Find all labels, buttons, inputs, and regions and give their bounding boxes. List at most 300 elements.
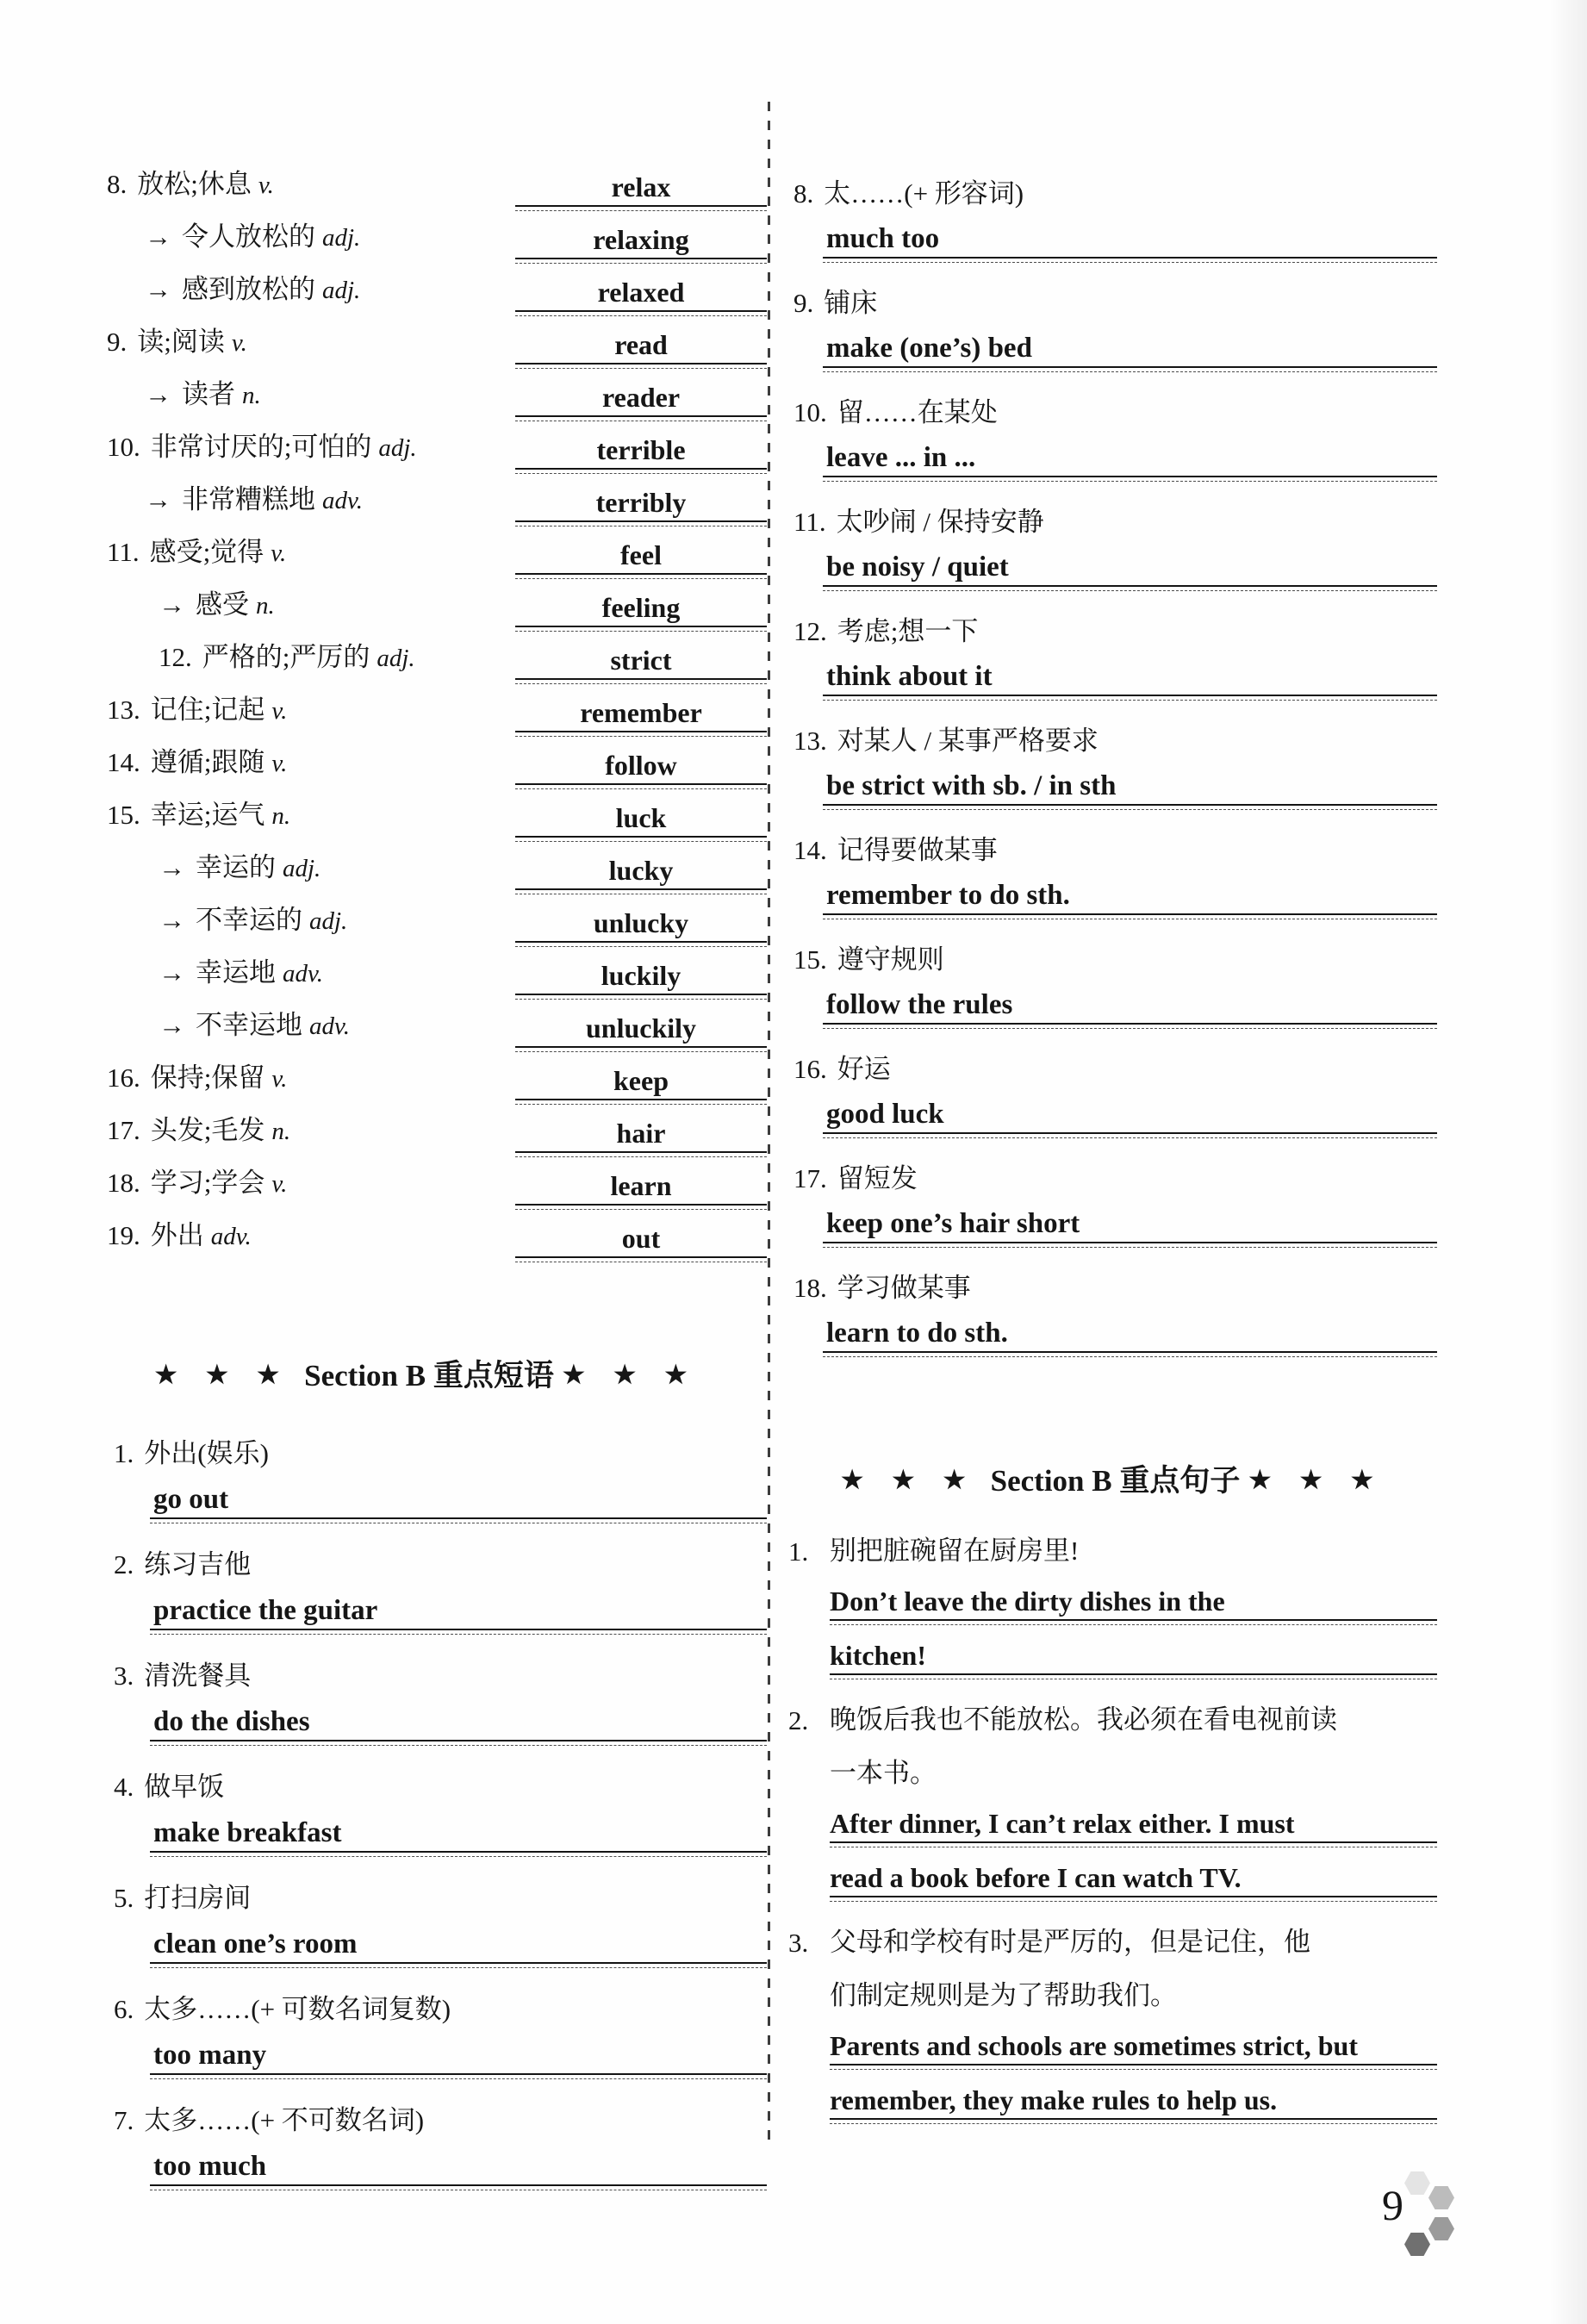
vocab-row [86,1052,767,1105]
vocab-answer [515,854,767,894]
column-divider [768,102,770,2144]
phrase-block [86,1412,767,1523]
item-number: 11. [107,537,140,567]
phrase-answer [823,1207,1437,1248]
vocab-pos: adj. [309,907,348,935]
vocab-chinese: 幸运;运气 [150,800,265,830]
answer-text: too much [150,2150,767,2186]
answer-text: Parents and schools are sometimes strict, but [830,2029,1437,2065]
vocab-row [86,737,767,789]
phrase-answer [823,769,1437,810]
item-number: 13. [107,695,140,725]
arrow-icon: → [159,957,185,988]
answer-text: too many [150,2039,767,2075]
phrase-chinese-text: 好运 [837,1054,891,1084]
answer-text: much too [823,222,1437,259]
vocab-term [159,1010,515,1052]
vocab-list [86,159,767,1262]
item-number: 7. [114,2105,134,2135]
phrase-block [788,372,1437,482]
vocab-chinese: 感受 [196,589,249,620]
vocab-pos: adv. [283,960,323,988]
page-footer [1375,2171,1487,2275]
phrase-chinese [86,2104,767,2137]
phrase-chinese [86,1771,767,1804]
item-number: 14. [107,747,140,777]
vocab-answer [515,591,767,632]
vocab-term [145,221,515,264]
item-number: 4. [114,1772,134,1802]
answer-text: keep [515,1064,767,1100]
phrase-chinese [788,1162,1437,1195]
vocab-answer [515,1012,767,1052]
phrase-answer [823,332,1437,372]
sentence-chinese-line: 晚饭后我也不能放松。我必须在看电视前读 [830,1704,1337,1735]
vocab-pos: v. [271,750,288,777]
phrase-answer [150,2039,767,2079]
sentence-number: 2. [788,1705,809,1735]
sentence-english-line [830,1585,1437,1625]
hexagon-icon [1428,2217,1454,2240]
phrase-block [788,1138,1437,1248]
phrase-chinese [86,1437,767,1470]
vocab-pos: adv. [210,1223,252,1250]
phrase-answer [823,1098,1437,1138]
answer-text: reader [515,381,767,417]
answer-text: practice the guitar [150,1594,767,1630]
item-number: 2. [114,1549,134,1579]
vocab-chinese: 学习;学会 [150,1168,265,1198]
answer-text: After dinner, I can’t relax either. I must [830,1807,1437,1843]
vocab-answer [515,381,767,421]
hexagon-icon [1404,2233,1430,2256]
phrase-block [788,810,1437,919]
item-number: 1. [114,1438,134,1468]
vocab-chinese: 保持;保留 [150,1062,265,1093]
hexagon-icon [1428,2186,1454,2209]
sentence-chinese-line: 别把脏碗留在厨房里! [830,1536,1080,1566]
vocab-answer [515,644,767,684]
vocab-row [86,369,767,421]
vocab-term [159,905,515,947]
phrase-chinese [788,1272,1437,1305]
sentence-chinese-line: 父母和学校有时是严厉的，但是记住，他 [830,1927,1310,1957]
item-number: 8. [794,178,814,209]
phrase-block [86,1635,767,1746]
phrase-chinese-text: 铺床 [824,288,878,318]
item-number: 8. [107,169,128,199]
answer-text: terribly [515,486,767,522]
vocab-term [159,589,515,632]
phrase-answer [150,1816,767,1857]
vocab-term [145,379,515,421]
phrase-answer [150,1928,767,1968]
vocab-row [86,684,767,737]
vocab-chinese: 幸运地 [196,957,276,988]
vocab-answer [515,539,767,579]
vocab-pos: adj. [322,224,361,252]
vocab-pos: v. [258,171,274,199]
vocab-answer [515,907,767,947]
phrase-chinese-text: 学习做某事 [837,1273,971,1303]
vocab-answer [515,801,767,842]
vocab-term [107,695,515,737]
vocab-answer [515,1222,767,1262]
answer-text: terrible [515,433,767,470]
sentence-english-line [830,1807,1437,1847]
phrase-block [788,919,1437,1029]
answer-text: Don’t leave the dirty dishes in the [830,1585,1437,1621]
vocab-row [86,632,767,684]
phrase-answer [150,1705,767,1746]
answer-text: follow the rules [823,988,1437,1025]
phrase-chinese [86,1660,767,1692]
vocab-pos: adv. [309,1012,350,1040]
phrase-chinese [86,1882,767,1915]
answer-text: remember to do sth. [823,879,1437,915]
vocab-row [86,947,767,1000]
phrase-chinese-text: 留短发 [837,1163,918,1193]
sentence-block [788,1916,1437,2138]
vocab-term [107,1115,515,1157]
phrase-chinese-text: 练习吉他 [144,1549,252,1579]
vocab-row [86,1105,767,1157]
vocab-chinese: 非常糟糕地 [182,484,315,514]
phrase-block [788,1248,1437,1357]
answer-text: unluckily [515,1012,767,1048]
vocab-row [86,421,767,474]
vocab-row [86,579,767,632]
answer-text: leave ... in ... [823,441,1437,477]
vocab-pos: v. [271,539,287,567]
answer-text: make (one’s) bed [823,332,1437,368]
vocab-term [145,484,515,526]
phrase-block [788,1029,1437,1138]
phrase-chinese [788,396,1437,429]
answer-text: strict [515,644,767,680]
vocab-term [159,957,515,1000]
stars-icon: ★ ★ ★ [1248,1467,1385,1494]
answer-text: relaxed [515,276,767,312]
item-number: 16. [107,1062,140,1093]
phrase-chinese [788,1053,1437,1086]
phrase-answer [823,879,1437,919]
sentence-body [830,1916,1437,2138]
vocab-term [107,800,515,842]
arrow-icon: → [145,221,171,252]
phrase-list-left [86,1412,767,2190]
sentence-list [788,1524,1437,2138]
phrase-block [86,1857,767,1968]
vocab-term [107,169,515,211]
vocab-chinese: 外出 [150,1220,204,1250]
answer-text: relax [515,171,767,207]
answer-text: remember, they make rules to help us. [830,2084,1437,2120]
phrase-answer [823,222,1437,263]
vocab-row [86,474,767,526]
arrow-icon: → [159,905,185,935]
answer-text: remember [515,696,767,732]
vocab-row [86,316,767,369]
answer-text: learn to do sth. [823,1317,1437,1353]
vocab-chinese: 幸运的 [196,852,276,882]
sentence-chinese-line: 一本书。 [830,1758,937,1788]
arrow-icon: → [145,484,171,514]
vocab-term [107,747,515,789]
phrase-block [86,1968,767,2079]
vocab-chinese: 遵循;跟随 [150,747,265,777]
answer-text: follow [515,749,767,785]
vocab-chinese: 头发;毛发 [150,1115,265,1145]
phrase-list-right [788,153,1437,1357]
answer-text: be strict with sb. / in sth [823,769,1437,806]
vocab-answer [515,959,767,1000]
phrase-answer [150,1483,767,1523]
vocab-row [86,211,767,264]
phrase-chinese-text: 太多……(+ 可数名词复数) [144,1994,451,2024]
vocab-term [159,642,515,684]
answer-text: lucky [515,854,767,890]
sentence-english-line [830,2084,1437,2124]
phrase-chinese [86,1548,767,1581]
vocab-chinese: 感到放松的 [182,274,315,304]
phrase-chinese-text: 太吵闹 / 保持安静 [836,507,1044,537]
stars-icon: ★ ★ ★ [841,1467,977,1494]
vocab-term [159,852,515,894]
vocab-chinese: 记住;记起 [150,695,265,725]
vocab-row [86,264,767,316]
answer-text: learn [515,1169,767,1206]
phrase-chinese-text: 清洗餐具 [144,1660,252,1691]
answer-text: clean one’s room [150,1928,767,1964]
vocab-term [107,432,515,474]
sentence-block [788,1693,1437,1916]
phrase-chinese [788,287,1437,320]
item-number: 18. [794,1273,827,1303]
vocab-pos: adj. [378,434,417,462]
answer-text: luckily [515,959,767,995]
answer-text: make breakfast [150,1816,767,1853]
vocab-row [86,1210,767,1262]
answer-text: unlucky [515,907,767,943]
phrase-chinese-text: 太多……(+ 不可数名词) [144,2105,425,2135]
stars-icon: ★ ★ ★ [154,1361,291,1389]
phrase-chinese-text: 留……在某处 [837,397,998,427]
phrase-chinese [788,178,1437,210]
item-number: 14. [794,835,827,865]
arrow-icon: → [159,852,185,882]
vocab-term [107,1220,515,1262]
item-number: 18. [107,1168,140,1198]
vocab-chinese: 感受;觉得 [149,537,264,567]
phrase-block [788,263,1437,372]
phrase-chinese-text: 考虑;想一下 [837,616,979,646]
sentence-block [788,1524,1437,1693]
item-number: 15. [794,944,827,975]
vocab-pos: adv. [322,487,363,514]
item-number: 17. [107,1115,140,1145]
vocab-answer [515,1117,767,1157]
vocab-pos: adj. [283,855,321,882]
vocab-pos: v. [271,697,288,725]
vocab-pos: v. [231,329,247,357]
phrase-chinese-text: 做早饭 [144,1772,225,1802]
right-column [788,153,1437,2138]
vocab-pos: adj. [322,277,361,304]
phrase-answer [823,988,1437,1029]
phrase-block [788,701,1437,810]
answer-text: relaxing [515,223,767,259]
vocab-answer [515,171,767,211]
vocab-row [86,159,767,211]
left-column [86,159,767,2190]
vocab-pos: n. [271,1118,291,1145]
vocab-row [86,789,767,842]
vocab-answer [515,486,767,526]
scan-edge-shadow [1549,0,1587,2324]
phrase-chinese-text: 遵守规则 [837,944,944,975]
answer-text: read a book before I can watch TV. [830,1861,1437,1897]
item-number: 13. [794,726,827,756]
vocab-pos: n. [256,592,275,620]
sentence-english-line [830,1639,1437,1679]
answer-text: feel [515,539,767,575]
heading-title: Section B 重点短语 [304,1359,554,1393]
phrase-block [86,1746,767,1857]
phrase-answer [823,441,1437,482]
answer-text: feeling [515,591,767,627]
answer-text: go out [150,1483,767,1519]
item-number: 6. [114,1994,134,2024]
sentence-number: 1. [788,1536,809,1567]
vocab-pos: v. [271,1170,288,1198]
vocab-answer [515,1169,767,1210]
item-number: 12. [794,616,827,646]
vocab-answer [515,1064,767,1105]
vocab-pos: adj. [377,645,415,672]
sentence-body [830,1693,1437,1916]
phrase-block [86,1523,767,1635]
sentence-body [830,1524,1437,1693]
heading-title: Section B 重点句子 [990,1464,1241,1498]
answer-text: keep one’s hair short [823,1207,1437,1243]
vocab-row [86,1157,767,1210]
vocab-chinese: 放松;休息 [137,169,252,199]
stars-icon: ★ ★ ★ [562,1361,699,1389]
phrase-chinese-text: 外出(娱乐) [144,1438,269,1468]
answer-text: read [515,328,767,364]
vocab-pos: v. [271,1065,288,1093]
vocab-answer [515,276,767,316]
phrase-chinese [788,944,1437,976]
vocab-chinese: 不幸运的 [196,905,302,935]
vocab-term [107,537,515,579]
arrow-icon: → [159,1010,185,1040]
answer-text: do the dishes [150,1705,767,1741]
vocab-chinese: 令人放松的 [182,221,315,252]
phrase-chinese-text: 对某人 / 某事严格要求 [837,726,1098,756]
hexagon-icon [1404,2171,1430,2195]
vocab-term [107,327,515,369]
phrase-block [788,153,1437,263]
arrow-icon: → [145,274,171,304]
phrase-answer [823,1317,1437,1357]
vocab-term [145,274,515,316]
answer-text: kitchen! [830,1639,1437,1675]
phrase-chinese-text: 太……(+ 形容词) [824,178,1024,209]
answer-text: hair [515,1117,767,1153]
vocab-answer [515,328,767,369]
item-number: 10. [107,432,140,462]
sentence-english-line [830,1861,1437,1902]
vocab-chinese: 读者 [182,379,235,409]
phrase-block [788,482,1437,591]
vocab-chinese: 严格的;严厉的 [202,642,370,672]
arrow-icon: → [159,589,185,620]
section-heading-sentences [788,1461,1437,1504]
item-number: 19. [107,1220,140,1250]
section-heading-phrases [86,1355,767,1399]
item-number: 11. [794,507,826,537]
vocab-pos: n. [242,382,261,409]
item-number: 3. [114,1660,134,1691]
phrase-answer [150,1594,767,1635]
phrase-answer [150,2150,767,2190]
phrase-block [788,591,1437,701]
answer-text: think about it [823,660,1437,696]
vocab-pos: n. [271,802,291,830]
vocab-answer [515,223,767,264]
phrase-block [86,2079,767,2190]
answer-text: out [515,1222,767,1258]
vocab-row [86,842,767,894]
vocab-chinese: 非常讨厌的;可怕的 [150,432,372,462]
arrow-icon: → [145,379,171,409]
vocab-answer [515,433,767,474]
vocab-term [107,1062,515,1105]
item-number: 10. [794,397,827,427]
phrase-chinese [788,834,1437,867]
phrase-answer [823,551,1437,591]
item-number: 16. [794,1054,827,1084]
item-number: 9. [794,288,814,318]
phrase-chinese-text: 打扫房间 [144,1883,252,1913]
page-number: 9 [1382,2181,1403,2229]
vocab-row [86,526,767,579]
vocab-row [86,894,767,947]
phrase-chinese-text: 记得要做某事 [837,835,998,865]
item-number: 9. [107,327,128,357]
item-number: 15. [107,800,140,830]
item-number: 12. [159,642,192,672]
item-number: 17. [794,1163,827,1193]
sentence-english-line [830,2029,1437,2070]
phrase-chinese [788,506,1437,539]
vocab-answer [515,749,767,789]
answer-text: luck [515,801,767,838]
phrase-chinese [788,725,1437,757]
vocab-term [107,1168,515,1210]
vocab-answer [515,696,767,737]
vocab-row [86,1000,767,1052]
vocab-chinese: 读;阅读 [137,327,225,357]
answer-text: be noisy / quiet [823,551,1437,587]
phrase-chinese [788,615,1437,648]
sentence-chinese-line: 们制定规则是为了帮助我们。 [830,1980,1177,2010]
vocab-chinese: 不幸运地 [196,1010,302,1040]
phrase-answer [823,660,1437,701]
phrase-chinese [86,1993,767,2026]
